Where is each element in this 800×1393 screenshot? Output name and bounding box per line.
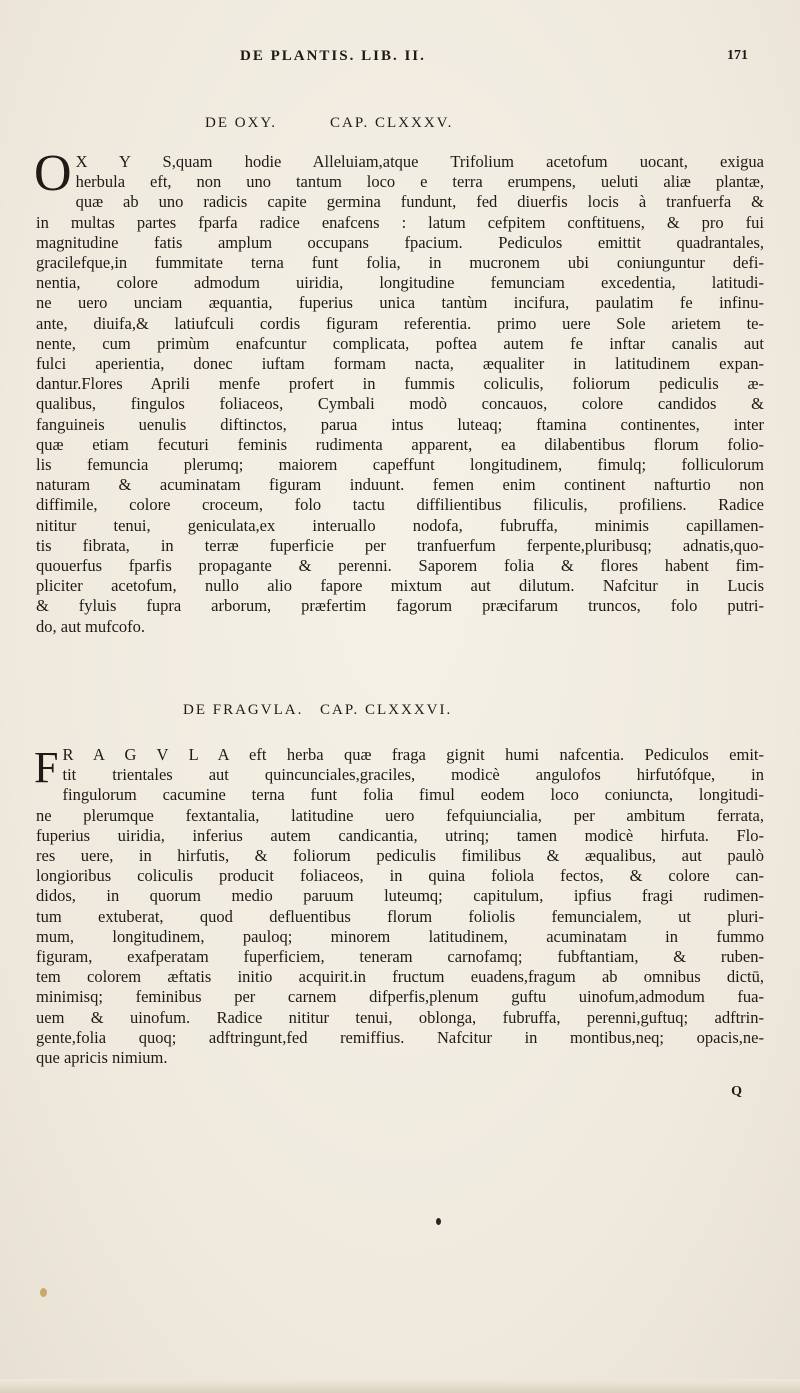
text-line: tem colorem æftatis initio acquirit.in fructum euadens,fragum ab omnibus dictū, [36,967,764,987]
chapter-heading-fragula [0,702,800,724]
text-line: do, aut mufcofo. [36,616,146,636]
text-line: R A G V L A eft herba quæ fraga gignit humi nafcentia. Pediculos emit- [62,745,764,764]
chapter-number: CAP. CLXXXVI. [320,702,453,718]
text-line: fanguineis uenulis diftinctos, parua intus luteaq; ftamina continentes, inter [36,414,764,434]
text-line: & fyluis fupra arborum, præfertim fagorum præcifarum truncos, folo putri- [36,596,764,616]
ink-speck [40,1288,47,1297]
drop-cap-initial: F [34,743,59,792]
running-title: DE PLANTIS. LIB. II. [240,48,426,64]
text-line: magnitudine fatis amplum occupans fpacium. Pediculos emittit quadrantales, [36,232,764,252]
text-line: que apricis nimium. [36,1048,168,1068]
text-line: lis femuncia plerumq; maiorem capeffunt longitudinem, fimulq; folliculorum [36,455,764,475]
text-line: gente,folia quoq; adftringunt,fed remiffius. Nafcitur in montibus,neq; opacis,ne- [36,1027,764,1047]
text-line: didos, in quorum medio paruum luteumq; capitulum, ipfius fragi rudimen- [36,886,764,906]
chapter-heading-oxys [0,115,800,137]
text-line: tis fibrata, in terræ fuperficie per tranfuerfum ferpente,pluribusq; adnatis,quo- [36,535,764,555]
text-line: fuperius uiridia, inferius autem candicantia, utrinq; tamen modicè hirfuta. Flo- [36,825,764,845]
chapter-text-oxys [34,145,764,637]
text-line: quæ ab uno radicis capite germina fundunt, fed diuerfis locis à tranfuerfa & [75,192,764,212]
chapter-name: DE FRAGVLA. [183,702,304,718]
text-line: naturam & acuminatam figuram induunt. femen enim continent nafturtio non [36,475,764,495]
text-line: diffimile, colore croceum, folo tactu diffilientibus filiculis, profiliens. Radice [36,495,764,515]
text-line: res uere, in hirfutis, & foliorum pediculis fimilibus & æqualibus, aut paulò [36,846,764,866]
text-line: nititur tenui, geniculata,ex interuallo nodofa, fubruffa, minimis capillamen- [36,515,764,535]
text-line: ne uero unciam æquantia, fuperius unica tantùm incifura, paulatim fe infinu- [36,293,764,313]
drop-cap-initial: O [34,145,72,202]
text-line: nente, cum primùm enafcuntur complicata, poftea autem fe inftar canalis aut [36,333,764,353]
text-line: tit trientales aut quincunciales,graciles, modicè angulofos hirfutófque, in [62,765,764,785]
text-line: tum extuberat, quod defluentibus florum foliolis femuncialem, ut pluri- [36,906,764,926]
text-line: qualibus, fingulos foliaceos, Cymbali modò concauos, colore candidos & [36,394,764,414]
chapter-number: CAP. CLXXXV. [330,115,454,131]
text-line: longioribus coliculis producit foliaceos, in quina foliola fectos, & colore can- [36,866,764,886]
text-line: dantur.Flores Aprili menfe profert in fummis coliculis, foliorum pediculis æ- [36,374,764,394]
page-bottom-edge [0,1379,800,1393]
text-line: quouerfus fparfis propagante & perenni. Saporem folia & flores habent fim- [36,556,764,576]
ink-speck [436,1218,441,1225]
text-line: figuram, exafperatam fuperficiem, teneram carnofamq; fubftantiam, & ruben- [36,947,764,967]
text-line: uem & uinofum. Radice nititur tenui, oblonga, fubruffa, perenni,guftuq; adftrin- [36,1007,764,1027]
text-line: ante, diuifa,& latiufculi cordis figuram referentia. primo uere Sole arietem te- [36,313,764,333]
signature-mark: Q [731,1084,742,1099]
text-line: fulci aperientia, donec iuftam formam nacta, æqualiter in latitudinem expan- [36,354,764,374]
text-line: nentia, colore admodum uiridia, longitudine femunciam excedentia, latitudi- [36,273,764,293]
text-line: in multas partes fparfa radice enafcens : latum cefpitem conftituens, & pro fui [36,212,764,232]
text-line: minimisq; feminibus per carnem difperfis,plenum guftu uinofum,admodum fua- [36,987,764,1007]
text-line: quæ etiam fecuturi feminis rudimenta apparent, ea dilabentibus florum folio- [36,434,764,454]
text-line: fingulorum cacumine terna funt folia fimul eodem loco coniuncta, longitudi- [62,785,764,805]
text-line: ne plerumque fextantalia, latitudine uero fefquiuncialia, per ambitum ferrata, [36,805,764,825]
text-line: mum, longitudinem, pauloq; minorem latitudinem, acuminatam in fummo [36,926,764,946]
text-line: gracilefque,in fummitate terna funt folia, in mucronem ubi coniunguntur defi- [36,253,764,273]
text-line: pliciter acetofum, nullo alio fapore mixtum aut dilutum. Nafcitur in Lucis [36,576,764,596]
running-head [0,48,800,72]
text-line: herbula eft, non uno tantum loco e terra erumpens, ueluti aliæ plantæ, [75,172,764,192]
chapter-name: DE OXY. [205,115,278,131]
page-number: 171 [727,48,748,63]
text-line: X Y S,quam hodie Alleluiam,atque Trifolium acetofum uocant, exigua [75,152,764,171]
chapter-text-fragula [36,745,764,1068]
